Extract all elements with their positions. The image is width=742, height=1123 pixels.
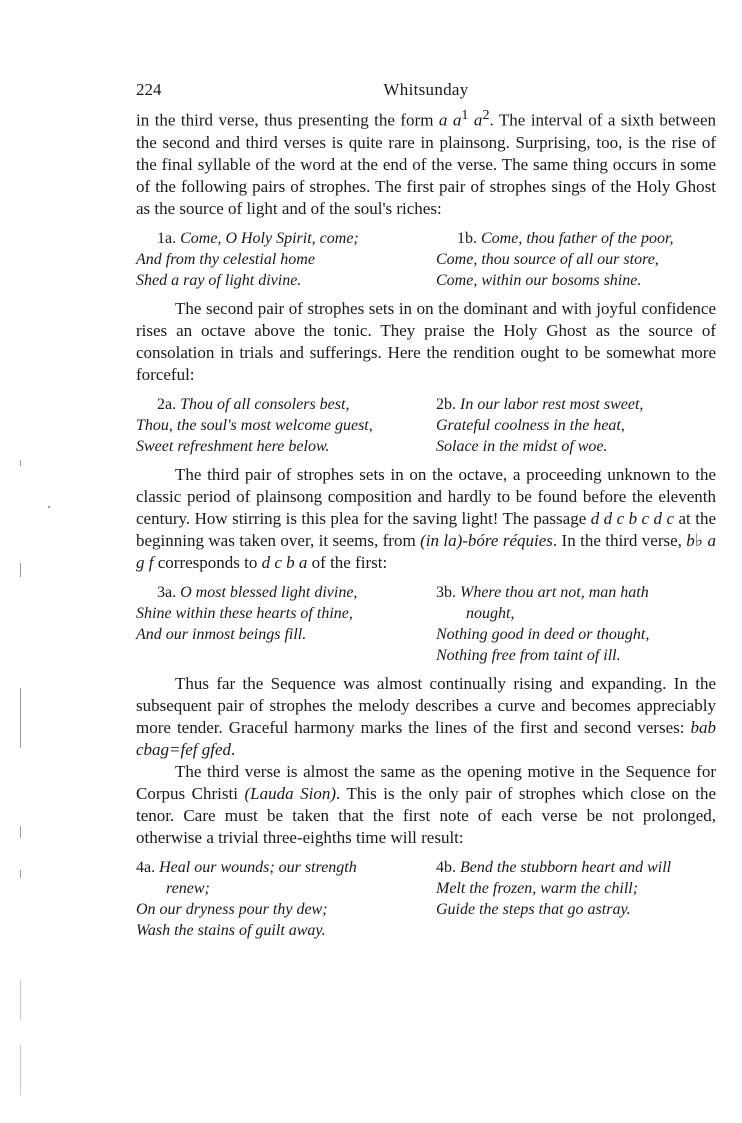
strophe-pair-4: [136, 857, 716, 941]
strophe-4a: 4a. Heal our wounds; our strength renew; On our dryness pour thy dew; Wash the stains of guilt away.: [136, 858, 357, 939]
strophe-1b: 1b. Come, thou father of the poor, Come, thou source of all our store, Come, within our bosoms shine.: [436, 229, 674, 289]
strophe-1a: 1a. Come, O Holy Spirit, come; And from thy celestial home Shed a ray of light divine.: [136, 229, 359, 289]
margin-scan-dot: [48, 506, 50, 508]
page-header: [136, 80, 716, 104]
margin-scan-mark: [20, 460, 21, 466]
margin-scan-mark: [20, 980, 21, 1020]
margin-scan-mark: [20, 688, 21, 748]
margin-scan-mark: [20, 563, 21, 577]
running-title: Whitsunday: [383, 80, 469, 99]
margin-scan-mark: [20, 870, 21, 878]
strophe-pair-3: [136, 582, 716, 666]
paragraph: The third verse is almost the same as the opening motive in the Sequence for Corpus Christi (Lauda Sion). This is the only pair of strophes which close on the tenor. Care must be taken that the first note of each verse be not prolonged, otherwise a trivial three-eighths time will result:: [136, 761, 717, 847]
paragraph: The third pair of strophes sets in on the octave, a proceeding unknown to the classic period of plainsong composition and hardly to be found before the eleventh century. How stirring is this plea for the saving light! The passage d d c b c d c at the beginning was taken over, it seems, from (in la)-bóre réquies. In the third verse, b♭ a g f corresponds to d c b a of the first:: [136, 464, 717, 572]
margin-scan-mark: [20, 826, 21, 838]
strophe-3b: 3b. Where thou art not, man hath nought, Nothing good in deed or thought, Nothing free from taint of ill.: [436, 583, 650, 664]
paragraph: in the third verse, thus presenting the form a $a^1$ $a^2$. The interval of a sixth between the second and third verses is quite rare in plainsong. Surprising, too, is the rise of the final syllable of the word at the end of the verse. The same thing occurs in some of the following pairs of strophes. The first pair of strophes sings of the Holy Ghost as the source of light and of the soul's riches:: [136, 107, 717, 218]
paragraph: The second pair of strophes sets in on the dominant and with joyful confidence rises an octave above the tonic. They praise the Holy Ghost as the source of consolation in trials and sufferings. Here the rendition ought to be somewhat more forceful:: [136, 298, 716, 384]
strophe-pair-2: [136, 394, 716, 457]
paragraph: Thus far the Sequence was almost continually rising and expanding. In the subsequent pair of strophes the melody describes a curve and becomes appreciably more tender. Graceful harmony marks the lines of the first and second verses: bab cbag=fef gfed.: [136, 673, 716, 759]
page-number: 224: [136, 80, 162, 99]
strophe-4b: 4b. Bend the stubborn heart and will Melt the frozen, warm the chill; Guide the steps that go astray.: [436, 858, 672, 918]
margin-scan-mark: [20, 1045, 21, 1095]
strophe-3a: 3a. O most blessed light divine, Shine within these hearts of thine, And our inmost beings fill.: [136, 583, 358, 643]
strophe-2a: 2a. Thou of all consolers best, Thou, the soul's most welcome guest, Sweet refreshment here below.: [136, 395, 373, 455]
strophe-2b: 2b. In our labor rest most sweet, Grateful coolness in the heat, Solace in the midst of woe.: [436, 395, 644, 455]
strophe-pair-1: [136, 228, 716, 291]
book-page: [136, 80, 716, 948]
